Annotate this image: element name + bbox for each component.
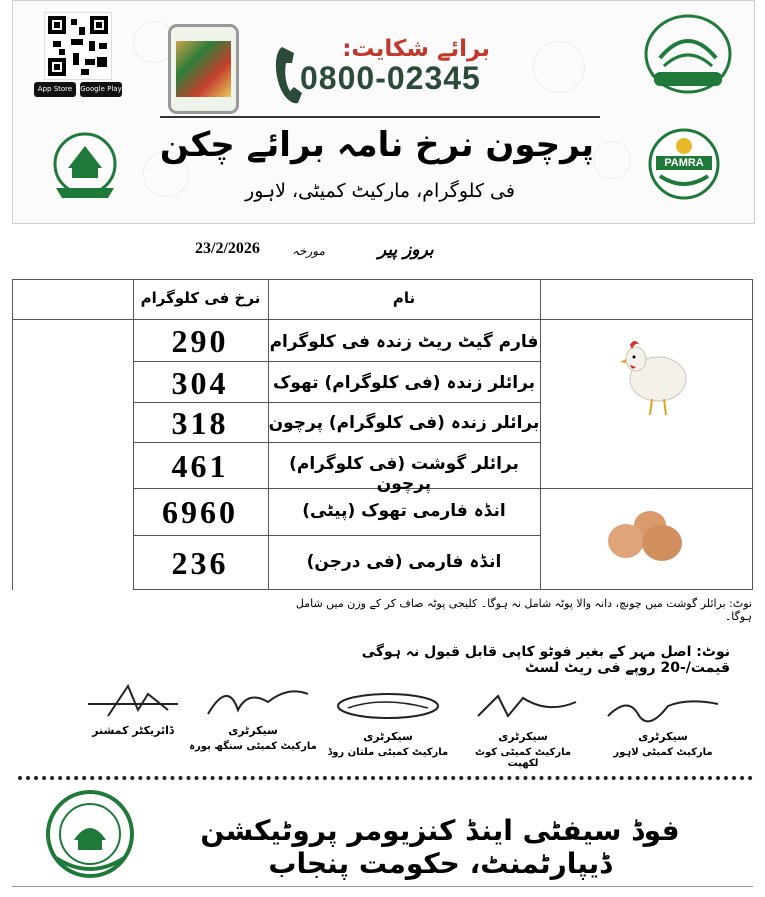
- divider: [160, 116, 600, 118]
- item-name: انڈہ فارمی تھوک (پیٹی): [302, 501, 506, 521]
- note-stamp-text: نوٹ: اصل مہر کے بغیر فوٹو کاپی قابل قبول نہ ہوگی: [361, 644, 730, 660]
- food-safety-seal-icon: [42, 788, 138, 880]
- date-value: 23/2/2026: [195, 240, 260, 257]
- app-store-badge[interactable]: App Store: [34, 82, 76, 97]
- eggs-image-icon: [602, 507, 692, 567]
- signature-block: [598, 686, 728, 756]
- chicken-image-icon: [612, 329, 692, 419]
- price-table: [12, 279, 753, 590]
- item-name: برائلر زندہ (فی کلوگرام) تھوک: [272, 373, 536, 393]
- item-name: فارم گیٹ ریٹ زندہ فی کلوگرام: [269, 332, 539, 352]
- market-committee-logo: [48, 128, 122, 202]
- market-committee-logo-icon: [48, 128, 122, 202]
- signature-office: مارکیٹ کمیٹی لاہور: [613, 747, 713, 758]
- item-name: برائلر گوشت (فی کلوگرام) پرچون: [289, 454, 519, 494]
- price-value: 236: [171, 545, 229, 581]
- signature-office: مارکیٹ کمیٹی کوٹ لکھپت: [474, 747, 572, 769]
- doodle-decor: [533, 41, 585, 93]
- signature-office: مارکیٹ کمیٹی سنگھ پورہ: [189, 741, 317, 752]
- item-name: برائلر زندہ (فی کلوگرام) پرچون: [268, 413, 540, 433]
- note-meat-composition: نوٹ: برائلر گوشت میں چونچ، دانہ والا پوٹہ شامل نہ ہوگا۔ کلیجی پوٹہ صاف کر کے وزن میں شامل ہوگا۔: [295, 597, 752, 623]
- grid-line: [133, 442, 540, 443]
- complaint-label: برائے شکایت:: [342, 36, 490, 62]
- app-screen: [176, 41, 231, 97]
- grid-line: [12, 319, 753, 320]
- note-price: قیمت/-20 روپے فی ریٹ لسٹ: [524, 660, 730, 676]
- signature-title: سیکرٹری: [363, 730, 413, 743]
- signature-scribble: [598, 686, 728, 726]
- department-name: فوڈ سیفٹی اینڈ کنزیومر پروٹیکشن ڈیپارٹمنٹ، حکومت پنجاب: [200, 814, 680, 880]
- punjab-logo-icon: [640, 14, 736, 98]
- day-label: بروز پیر: [378, 240, 434, 260]
- grid-line: [12, 279, 13, 590]
- price-value: 290: [171, 323, 229, 359]
- grid-line: [12, 279, 753, 280]
- pamra-logo: [648, 128, 720, 200]
- grid-line: [268, 279, 269, 590]
- page-title: پرچون نرخ نامہ برائے چکن: [159, 125, 595, 165]
- price-value: 318: [171, 405, 229, 441]
- signature-office: مارکیٹ کمیٹی ملتان روڈ: [327, 747, 449, 758]
- qr-code[interactable]: [44, 12, 112, 80]
- signature-block: [458, 686, 588, 769]
- signature-scribble: [68, 680, 198, 720]
- signature-block: [323, 686, 453, 756]
- signature-title: سیکرٹری: [498, 730, 548, 743]
- signature-title: ڈائریکٹر کمشنر: [92, 724, 174, 737]
- price-value: 461: [171, 448, 229, 484]
- signature-scribble: [458, 686, 588, 726]
- hotline-number[interactable]: 0800-02345: [300, 60, 481, 96]
- grid-line: [133, 535, 540, 536]
- col-header-rate: نرخ فی کلوگرام: [140, 289, 261, 307]
- signature-title: سیکرٹری: [228, 724, 278, 737]
- price-value: 304: [171, 365, 229, 401]
- grid-line: [133, 589, 753, 590]
- item-name: انڈہ فارمی (فی درجن): [306, 552, 502, 572]
- date-label: مورخہ: [292, 244, 325, 258]
- pamra-label: PAMRA: [664, 157, 704, 169]
- signature-scribble: [323, 686, 453, 726]
- google-play-badge[interactable]: Google Play: [80, 82, 122, 97]
- price-value: 6960: [162, 494, 238, 530]
- grid-line: [752, 279, 753, 590]
- grid-line: [133, 402, 540, 403]
- signature-scribble: [188, 680, 318, 720]
- grid-line: [133, 361, 540, 362]
- signature-block: [188, 680, 318, 750]
- app-screenshot-image: [168, 24, 239, 114]
- grid-line: [540, 279, 541, 590]
- page-subtitle: فی کلوگرام، مارکیٹ کمیٹی، لاہور: [245, 180, 515, 202]
- col-header-name: نام: [392, 289, 416, 307]
- signature-title: سیکرٹری: [638, 730, 688, 743]
- signatures-section: [18, 672, 753, 780]
- signature-block: [68, 680, 198, 750]
